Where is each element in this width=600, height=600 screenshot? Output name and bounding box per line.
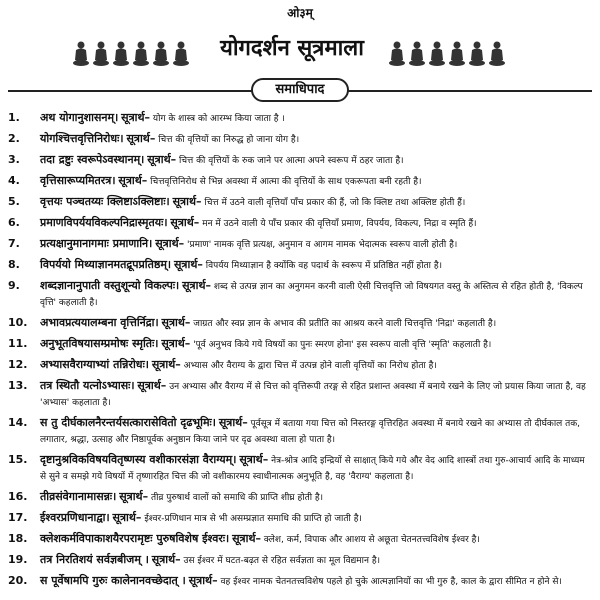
meaning-label: सूत्रार्थ–	[173, 258, 203, 271]
meaning-label: सूत्रार्थ–	[121, 111, 151, 124]
sutra-item	[0, 110, 600, 127]
sutra-meaning: योग के शास्त्र को आरम्भ किया जाता है ।	[152, 114, 285, 124]
meditating-figure-icon	[132, 40, 150, 66]
meaning-label: सूत्रार्थ–	[119, 490, 149, 503]
sutra-item	[0, 415, 600, 448]
sutra-meaning: उस ईश्वर में घटत-बढ़त से रहित सर्वज्ञता का मूल विद्यमान है।	[183, 556, 381, 566]
sutra-meaning: ईश्वर-प्रणिधान मात्र से भी असम्प्रज्ञात समाधि की प्राप्ति हो जाती है।	[144, 514, 362, 524]
sutra-number: 1.	[8, 111, 20, 124]
sutra-item	[0, 257, 600, 274]
meditating-figure-icon	[72, 40, 90, 66]
meaning-label: सूत्रार्थ–	[137, 379, 167, 392]
meaning-label: सूत्रार्थ–	[155, 237, 185, 250]
page-title: योगदर्शन सूत्रमाला	[220, 36, 364, 61]
sutra-text: तत्र स्थितौ यत्नोऽभ्यासः।	[40, 379, 135, 392]
sutra-text: स पूर्वेषामपि गुरुः कालेनानवच्छेदात् ।	[40, 574, 186, 587]
sutra-text: अथ योगानुशासनम्।	[40, 111, 119, 124]
meaning-label: सूत्रार्थ–	[170, 216, 200, 229]
sutra-number: 9.	[8, 279, 20, 292]
sutra-item	[0, 489, 600, 506]
meditating-figure-icon	[388, 40, 406, 66]
section-title: समाधिपाद	[251, 78, 349, 102]
sutra-number: 17.	[8, 511, 28, 524]
meaning-label: सूत्रार्थ–	[126, 132, 156, 145]
sutra-meaning: वह ईश्वर नामक चेतनतत्त्वविशेष पहले हो चुके आत्मज्ञानियों का भी गुरु है, काल के द्वारा सीमित न होने से।	[220, 577, 562, 587]
sutra-text: विपर्ययो मिथ्याज्ञानमतद्रूपप्रतिष्ठम्।	[40, 258, 172, 271]
sutra-number: 19.	[8, 553, 28, 566]
meditating-figure-icon	[448, 40, 466, 66]
sutra-item	[0, 315, 600, 332]
sutra-text: ईश्वरप्रणिधानाद्वा।	[40, 511, 110, 524]
sutra-item	[0, 378, 600, 411]
sutra-text: तदा द्रष्टुः स्वरूपेऽवस्थानम्।	[40, 153, 145, 166]
meaning-label: सूत्रार्थ–	[232, 532, 261, 545]
meaning-label: सूत्रार्थ–	[188, 574, 218, 587]
sutra-text: योगश्चित्तवृत्तिनिरोधः।	[40, 132, 124, 145]
om-heading: ओ३म्	[287, 6, 313, 20]
sutra-number: 13.	[8, 379, 28, 392]
sutra-meaning: चित्तवृत्तिनिरोध से भिन्न अवस्था में आत्मा की वृत्तियों के साथ एकरूपता बनी रहती है।	[150, 177, 422, 187]
sutra-text: वृत्तयः पञ्चतय्यः क्लिष्टाऽक्लिष्टाः।	[40, 195, 170, 208]
meaning-label: सूत्रार्थ–	[172, 195, 202, 208]
sutra-item	[0, 278, 600, 311]
sutra-item	[0, 573, 600, 590]
sutra-meaning: विपर्यय मिथ्याज्ञान है क्योंकि वह पदार्थ के स्वरूप में प्रतिष्ठित नहीं होता है।	[205, 261, 443, 271]
meditating-figure-icon	[152, 40, 170, 66]
sutra-text: वृत्तिसारूप्यमितरत्र।	[40, 174, 116, 187]
sutra-text: तत्र निरतिशयं सर्वज्ञबीजम् ।	[40, 553, 149, 566]
meaning-label: सूत्रार्थ–	[118, 174, 148, 187]
sutra-item	[0, 215, 600, 232]
meaning-label: सूत्रार्थ–	[161, 337, 191, 350]
sutra-list	[0, 110, 600, 594]
sutra-text: अभ्यासवैराग्याभ्यां तन्निरोधः।	[40, 358, 149, 371]
meditating-figure-icon	[172, 40, 190, 66]
meaning-label: सूत्रार्थ–	[147, 153, 177, 166]
meaning-label: सूत्रार्थ–	[151, 553, 181, 566]
sutra-meaning: 'पूर्व अनुभव किये गये विषयों का पुनः स्मरण होना' इस स्वरूप वाली वृत्ति 'स्मृति' कहलाती है।	[193, 340, 492, 350]
sutra-item	[0, 357, 600, 374]
sutra-number: 5.	[8, 195, 20, 208]
sutra-item	[0, 131, 600, 148]
sutra-item	[0, 452, 600, 485]
meaning-label: सूत्रार्थ–	[218, 416, 248, 429]
sutra-meaning: जाग्रत और स्वप्न ज्ञान के अभाव की प्रतीति का आश्रय करने वाली चित्तवृत्ति 'निद्रा' कहलाती है।	[193, 319, 497, 329]
sutra-item	[0, 336, 600, 353]
sutra-text: शब्दज्ञानानुपाती वस्तुशून्यो विकल्पः।	[40, 279, 180, 292]
sutra-number: 11.	[8, 337, 28, 350]
sutra-meaning: उन अभ्यास और वैराग्य में से चित्त को वृत्तिरूपी तरङ्ग से रहित प्रशान्त अवस्था में बनाये रखने के लिए जो प्रयास किया जाता है, वह 'अभ्यास' कहलाता है।	[40, 382, 586, 408]
sutra-text: अनुभूतविषयासम्प्रमोषः स्मृतिः।	[40, 337, 159, 350]
sutra-number: 10.	[8, 316, 28, 329]
meditating-figures-left	[72, 40, 190, 66]
sutra-number: 3.	[8, 153, 20, 166]
sutra-number: 20.	[8, 574, 28, 587]
meaning-label: सूत्रार्थ–	[182, 279, 211, 292]
sutra-item	[0, 531, 600, 548]
sutra-number: 18.	[8, 532, 28, 545]
meditating-figure-icon	[92, 40, 110, 66]
title-banner	[0, 30, 600, 68]
sutra-number: 8.	[8, 258, 20, 271]
meditating-figure-icon	[112, 40, 130, 66]
sutra-text: स तु दीर्घकालनैरन्तर्यसत्कारासेवितो दृढभूमिः।	[40, 416, 216, 429]
meditating-figure-icon	[428, 40, 446, 66]
sutra-meaning: पूर्वसूत्र में बताया गया चित्त को निस्तरङ्ग वृत्तिरहित अवस्था में बनाये रखने का अभ्यास तो दीर्घकाल तक, लगातार, श्रद्धा, उत्साह और निष्ठापूर्वक अनुष्ठान किया जाने पर दृढ अवस्था वाला हो पाता है।	[40, 419, 581, 445]
meaning-label: सूत्रार्थ–	[161, 316, 191, 329]
meaning-label: सूत्रार्थ–	[239, 453, 269, 466]
sutra-meaning: चित्त की वृत्तियों के रुक जाने पर आत्मा अपने स्वरूप में ठहर जाता है।	[178, 156, 404, 166]
sutra-meaning: मन में उठने वाली ये पाँच प्रकार की वृत्तियाँ प्रमाण, विपर्यय, विकल्प, निद्रा व स्मृति हैं।	[202, 219, 477, 229]
sutra-item	[0, 552, 600, 569]
sutra-item	[0, 510, 600, 527]
meditating-figure-icon	[468, 40, 486, 66]
sutra-meaning: क्लेश, कर्म, विपाक और आशय से अछूता चेतनतत्त्वविशेष ईश्वर है।	[263, 535, 480, 545]
sutra-number: 7.	[8, 237, 20, 250]
sutra-text: क्लेशकर्मविपाकाशयैरपरामृष्टः पुरुषविशेष ईश्वरः।	[40, 532, 230, 545]
sutra-meaning: शब्द से उत्पन्न ज्ञान का अनुगमन करनी वाली ऐसी चित्तवृत्ति जो विषयगत वस्तु के अस्तित्व से रहित होती है, 'विकल्प वृत्ति' कहलाती है।	[40, 282, 583, 308]
sutra-meaning: चित्त में उठने वाली वृत्तियाँ पाँच प्रकार की हैं, जो कि क्लिष्ट तथा अक्लिष्ट होती हैं।	[204, 198, 466, 208]
meditating-figure-icon	[488, 40, 506, 66]
sutra-meaning: 'प्रमाण' नामक वृत्ति प्रत्यक्ष, अनुमान व आगम नामक भेदात्मक स्वरूप वाली होती है।	[186, 240, 458, 250]
sutra-meaning: तीव्र पुरुषार्थ वालों को समाधि की प्राप्ति शीघ्र होती है।	[150, 493, 324, 503]
sutra-number: 16.	[8, 490, 28, 503]
sutra-meaning: चित्त की वृत्तियों का निरुद्ध हो जाना योग है।	[158, 135, 300, 145]
sutra-number: 4.	[8, 174, 20, 187]
sutra-number: 15.	[8, 453, 28, 466]
sutra-item	[0, 236, 600, 253]
sutra-text: अभावप्रत्ययालम्बना वृत्तिर्निद्रा।	[40, 316, 159, 329]
meaning-label: सूत्रार्थ–	[151, 358, 181, 371]
sutra-text: दृष्टानुश्रविकविषयवितृष्णस्य वशीकारसंज्ञा वैराग्यम्।	[40, 453, 237, 466]
section-header	[0, 76, 600, 106]
sutra-text: प्रमाणविपर्ययविकल्पनिद्रास्मृतयः।	[40, 216, 168, 229]
sutra-text: तीव्रसंवेगानामासन्नः।	[40, 490, 117, 503]
meditating-figures-right	[388, 40, 506, 66]
sutra-item	[0, 194, 600, 211]
sutra-item	[0, 152, 600, 169]
sutra-meaning: अभ्यास और वैराग्य के द्वारा चित्त में उत्पन्न होने वाली वृत्तियों का निरोध होता है।	[183, 361, 437, 371]
meditating-figure-icon	[408, 40, 426, 66]
meaning-label: सूत्रार्थ–	[112, 511, 142, 524]
sutra-item	[0, 173, 600, 190]
sutra-text: प्रत्यक्षानुमानागमाः प्रमाणानि।	[40, 237, 153, 250]
sutra-number: 12.	[8, 358, 28, 371]
sutra-number: 2.	[8, 132, 20, 145]
sutra-number: 14.	[8, 416, 28, 429]
sutra-meaning: नेत्र-श्रोत्र आदि इन्द्रियों से साक्षात् किये गये और वेद आदि शास्त्रों तथा गुरु-आचार्य आदि के माध्यम से सुने व समझे गये विषयों में तृष्णारहित चित्त की जो वशीकारमय स्वाधीनात्मक अनुभूति है, वह 'वैराग्य' कहलाता है।	[40, 456, 585, 482]
sutra-number: 6.	[8, 216, 20, 229]
